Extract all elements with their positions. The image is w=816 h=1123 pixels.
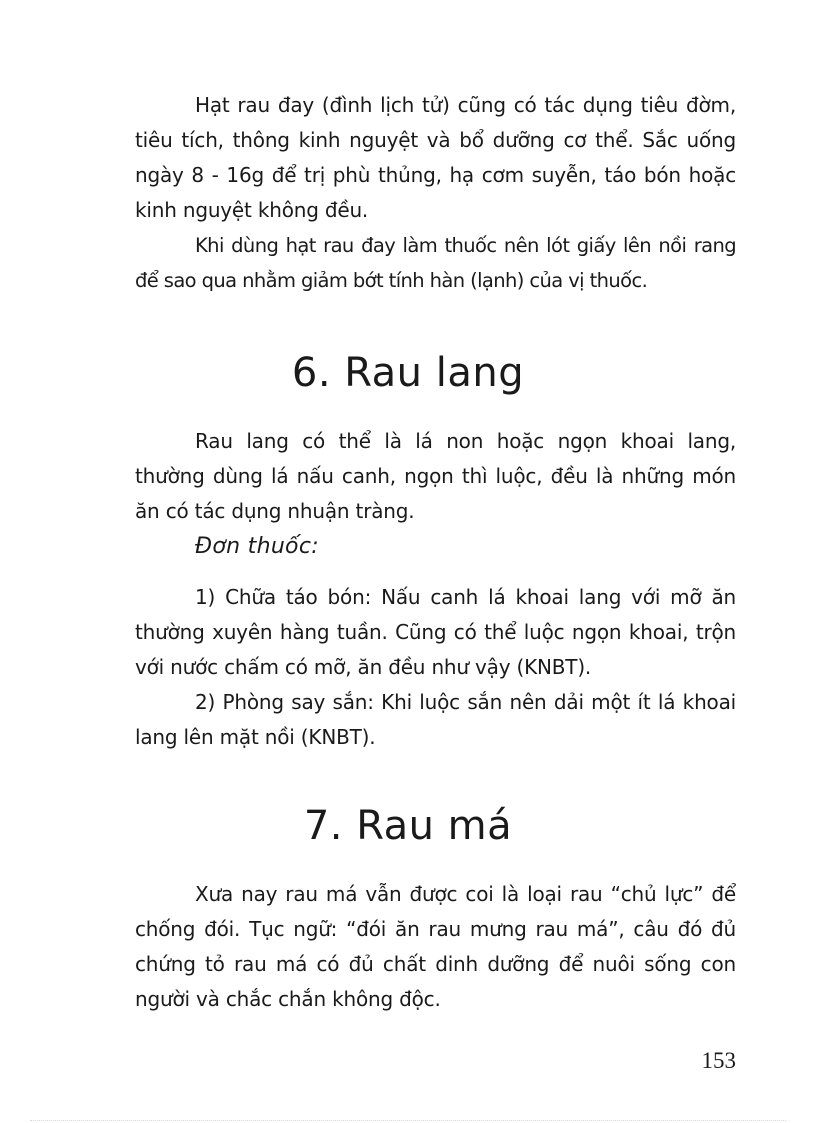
bottom-divider — [30, 1120, 786, 1121]
section-7-heading: 7. Rau má — [303, 803, 513, 849]
section-6-intro: Rau lang có thể là lá non hoặc ngọn khoai lang, thường dùng lá nấu canh, ngọn thì luộc, đều là những món ăn có tác dụng nhuận tràng. — [135, 429, 736, 523]
section-7-intro: Xưa nay rau má vẫn được coi là loại rau “chủ lực” để chống đói. Tục ngữ: “đói ăn rau mưng rau má”, câu đó đủ chứng tỏ rau má có đủ chất dinh dưỡng để nuôi sống con người và chắc chắn không độc. — [135, 882, 736, 1011]
remedies-subheading: Đơn thuốc: — [195, 534, 319, 559]
section-6-heading: 6. Rau lang — [291, 350, 525, 396]
section-6-intro-block — [135, 424, 736, 529]
remedy-1: 1) Chữa táo bón: Nấu canh lá khoai lang với mỡ ăn thường xuyên hàng tuần. Cũng có thể luộc ngọn khoai, trộn với nước chấm có mỡ, ăn đều như vậy (KNBT). — [135, 585, 736, 679]
paragraph-rau-day-seeds: Hạt rau đay (đình lịch tử) cũng có tác dụng tiêu đờm, tiêu tích, thông kinh nguyệt và bổ dưỡng cơ thể. Sắc uống ngày 8 - 16g để trị phù thủng, hạ cơm suyễn, táo bón hoặc kinh nguyệt không đều. — [135, 93, 736, 222]
intro-paragraphs — [135, 88, 736, 298]
section-6-remedies — [135, 580, 736, 755]
paragraph-rau-day-usage: Khi dùng hạt rau đay làm thuốc nên lót giấy lên nồi rang để sao qua nhằm giảm bớt tính hàn (lạnh) của vị thuốc. — [135, 234, 736, 292]
page-number: 153 — [701, 1048, 736, 1073]
remedy-2: 2) Phòng say sắn: Khi luộc sắn nên dải một ít lá khoai lang lên mặt nồi (KNBT). — [135, 690, 736, 749]
section-7-intro-block — [135, 877, 736, 1017]
